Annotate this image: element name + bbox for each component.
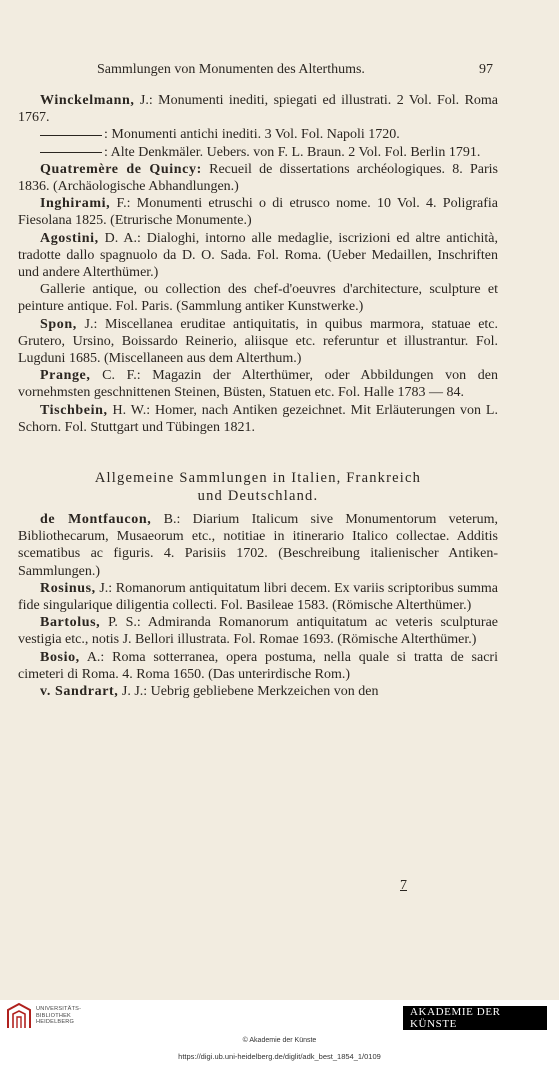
section-heading-line-2: und Deutschland. bbox=[197, 488, 319, 505]
running-header bbox=[97, 62, 493, 78]
entry-author: Inghirami, bbox=[40, 196, 111, 212]
ditto-dash bbox=[40, 135, 102, 136]
bibliography-entry bbox=[18, 367, 498, 401]
entry-text: Gallerie antique, ou collection des chef-d'oeuvres d'architecture, sculpture et peinture antique. Fol. Paris. (Sammlung antiker Kunstwerke.) bbox=[18, 282, 498, 315]
bibliography-list-b bbox=[18, 511, 498, 700]
ditto-dash bbox=[40, 152, 102, 153]
copyright-notice: © Akademie der Künste bbox=[242, 1037, 317, 1044]
bibliography-entry bbox=[18, 316, 498, 368]
section-heading bbox=[18, 469, 498, 505]
bibliography-entry bbox=[18, 649, 498, 683]
entry-author: Winckelmann, bbox=[40, 93, 135, 108]
entry-author: Tischbein, bbox=[40, 402, 108, 418]
library-logo-icon bbox=[6, 1002, 32, 1030]
signature-mark: 7 bbox=[400, 878, 407, 893]
akademie-logo-label: AKADEMIE DER KÜNSTE bbox=[402, 1003, 548, 1033]
bibliography-entry bbox=[18, 230, 498, 282]
entry-author: Prange, bbox=[40, 368, 91, 384]
entry-author: Spon, bbox=[40, 316, 77, 332]
bibliography-list-a bbox=[18, 92, 498, 436]
entry-text: B.: Diarium Italicum sive Monumentorum veterum, Bibliothecarum, Musaeorum etc., notitiae in itinerario Italico collectae. Additis scematibus ac figuris. 4. Parisiis 1702. (Beschreibung italienischer Antiken-Sammlungen.) bbox=[18, 512, 499, 579]
logo-line-2: BIBLIOTHEK bbox=[36, 1012, 71, 1019]
bibliography-entry bbox=[18, 126, 498, 143]
bibliography-entry bbox=[18, 144, 498, 161]
running-title: Sammlungen von Monumenten des Alterthums. bbox=[97, 62, 365, 77]
bibliography-entry bbox=[18, 683, 498, 700]
entry-text: P. S.: Admiranda Romanorum antiquitatum ac veteris sculpturae vestigia etc., notis J. Bellori illustrata. Fol. Romae 1693. (Römische Alterthümer.) bbox=[18, 615, 498, 648]
entry-author: de Montfaucon, bbox=[40, 512, 152, 528]
entry-author: Agostini, bbox=[40, 230, 99, 246]
permalink-url[interactable]: https://digi.ub.uni-heidelberg.de/diglit/adk_best_1854_1/0109 bbox=[178, 1052, 381, 1061]
entry-text: H. W.: Homer, nach Antiken gezeichnet. Mit Erläuterungen von L. Schorn. Fol. Stuttgart und Tübingen 1821. bbox=[18, 402, 498, 435]
logo-line-3: HEIDELBERG bbox=[36, 1019, 75, 1026]
entry-author: v. Sandrart, bbox=[40, 684, 119, 700]
bibliography-entry bbox=[18, 92, 498, 126]
section-heading-line-1: Allgemeine Sammlungen in Italien, Frankreich bbox=[94, 470, 422, 487]
entry-author: Bosio, bbox=[40, 649, 80, 665]
entry-text: A.: Roma sotterranea, opera postuma, nella quale si tratta de sacri cimeteri di Roma. 4. Roma 1650. (Das unterirdische Rom.) bbox=[18, 649, 498, 682]
entry-text: C. F.: Magazin der Alterthümer, oder Abbildungen von den vornehmsten geschnittenen Steinen, Büsten, Statuen etc. Fol. Halle 1783 — 84. bbox=[18, 368, 498, 401]
logo-line-1: UNIVERSITÄTS- bbox=[36, 1006, 82, 1013]
library-logo[interactable] bbox=[6, 1002, 81, 1030]
entry-author: Rosinus, bbox=[40, 580, 96, 596]
bibliography-entry bbox=[18, 511, 498, 580]
entry-text: J.: Monumenti inediti, spiegati ed illustrati. 2 Vol. Fol. Roma 1767. bbox=[18, 93, 499, 126]
entry-text: J.: Romanorum antiquitatum libri decem. Ex variis scriptoribus summa fide singularique diligentia collecti. Fol. Basileae 1583. (Römische Alterthümer.) bbox=[18, 580, 498, 614]
entry-author: Bartolus, bbox=[40, 615, 101, 631]
akademie-logo[interactable] bbox=[402, 1006, 548, 1030]
entry-text: J.: Miscellanea eruditae antiquitatis, in quibus marmora, statuae etc. Grutero, Ursino, Boissardo Reinerio, aliisque etc. referuntur et illustrantur. Fol. Lugduni 1685. (Miscellaneen aus dem Alterthum.) bbox=[18, 316, 499, 367]
library-logo-text bbox=[36, 1006, 81, 1025]
entry-text: J. J.: Uebrig gebliebene Merkzeichen von den bbox=[121, 684, 379, 700]
entry-text: Recueil de dissertations archéologiques. 8. Paris 1836. (Archäologische Abhandlungen.) bbox=[18, 161, 498, 195]
bibliography-entry bbox=[18, 161, 498, 195]
entry-author: Quatremère de Quincy: bbox=[40, 161, 202, 177]
bibliography-entry bbox=[18, 195, 498, 229]
bibliography-entry bbox=[18, 580, 498, 614]
entry-text: : Monumenti antichi inediti. 3 Vol. Fol. Napoli 1720. bbox=[104, 127, 400, 143]
bibliography-entry bbox=[18, 614, 498, 648]
entry-text: : Alte Denkmäler. Uebers. von F. L. Braun. 2 Vol. Fol. Berlin 1791. bbox=[104, 144, 481, 160]
bibliography-entry bbox=[18, 281, 498, 315]
entry-text: F.: Monumenti etruschi o di etrusco nome. 10 Vol. 4. Poligrafia Fiesolana 1825. (Etrurische Monumente.) bbox=[18, 196, 498, 229]
page-number: 97 bbox=[479, 62, 493, 77]
bibliography-entry bbox=[18, 402, 498, 436]
body-text bbox=[18, 92, 498, 700]
entry-text: D. A.: Dialoghi, intorno alle medaglie, iscrizioni ed altre antichità, tradotte dallo spagnuolo da D. O. Sada. Fol. Roma. (Ueber Medaillen, Inschriften und andere Alterthümer.) bbox=[18, 230, 499, 281]
